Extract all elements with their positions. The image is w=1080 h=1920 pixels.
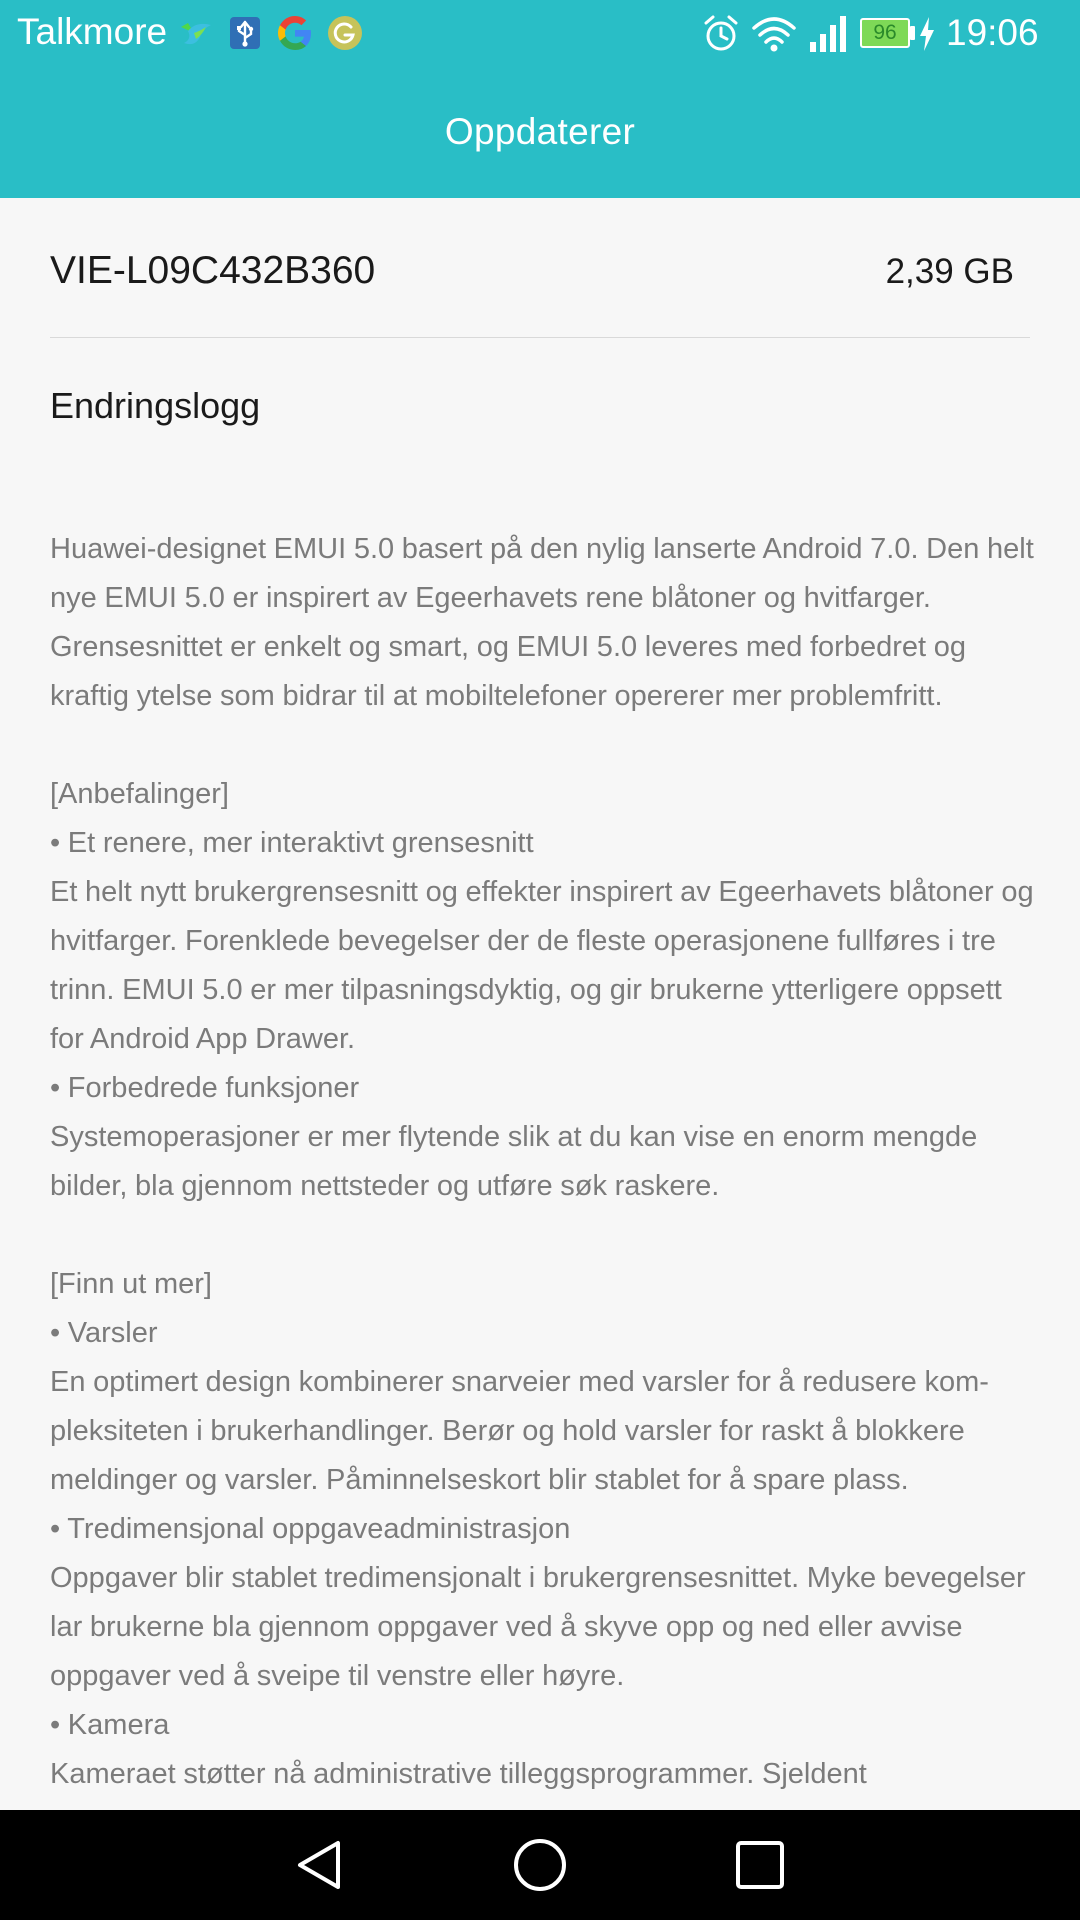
package-row [50, 198, 1030, 338]
alarm-icon [702, 14, 740, 54]
charging-icon [918, 16, 936, 52]
home-icon [490, 1825, 590, 1905]
home-button[interactable] [490, 1825, 590, 1905]
battery-level: 96 [873, 21, 897, 44]
page-title: Oppdaterer [444, 111, 636, 152]
wifi-icon [750, 14, 798, 54]
status-right [702, 0, 1062, 66]
usb-icon [228, 13, 262, 53]
back-button[interactable] [270, 1825, 370, 1905]
package-name: VIE-L09C432B360 [50, 249, 376, 292]
recents-icon [710, 1825, 810, 1905]
signal-icon [808, 14, 850, 54]
action-bar [0, 66, 1080, 198]
battery-icon [860, 18, 916, 48]
update-details[interactable] [0, 198, 1080, 1810]
carrier-name: Talkmore [17, 11, 168, 52]
package-size: 2,39 GB [885, 252, 1014, 291]
back-icon [270, 1825, 370, 1905]
google-icon [275, 13, 315, 53]
navigation-bar [0, 1810, 1080, 1920]
changelog-text: Huawei-designet EMUI 5.0 basert på den nylig lanserte Android 7.0. Den helt nye EMUI 5.0 er inspirert av Egeerhavets rene blåtoner og hvitfarger. Grensesnittet er enkelt og smart, og EMUI 5.0 leveres med forbedret og kraftig ytelse som bidrar til at mobiltelefoner opererer mer problemfritt. [Anbefalinger] • Et renere, mer interaktivt grensesnitt Et helt nytt brukergrensesnitt og effekter inspirert av Egeerhavets blåtoner og hvitfarger. Forenklede bevegelser der de fleste operasjonene fullføres i tre trinn. EMUI 5.0 er mer tilpasningsdyktig, og gir brukerne ytterligere oppsett for Android App Drawer. • Forbedrede funksjoner Systemoperasjoner er mer flytende slik at du kan vise en enorm mengde bilder, bla gjennom nettsteder og utføre søk raskere. [Finn ut mer] • Varsler En optimert design kombinerer snarveier med varsler for å redusere kom-pleksiteten i brukerhandlinger. Berør og hold varsler for raskt å blokkere meldinger og varsler. Påminnelseskort blir stablet for å spare plass. • Tredimensjonal oppgaveadministrasjon Oppgaver blir stablet tredimensjonalt i brukergrensesnittet. Myke bevegelser lar brukerne bla gjennom oppgaver ved å skyve opp og ned eller avvise oppgaver ved å sveipe til venstre eller høyre. • Kamera Kameraet støtter nå administrative tilleggsprogrammer. Sjeldent [50, 533, 1034, 1790]
changelog-heading: Endringslogg [50, 385, 261, 426]
clock: 19:06 [946, 12, 1039, 53]
recents-button[interactable] [710, 1825, 810, 1905]
bird-app-icon [178, 13, 214, 53]
g-coin-icon [325, 13, 365, 53]
status-bar [0, 0, 1080, 66]
